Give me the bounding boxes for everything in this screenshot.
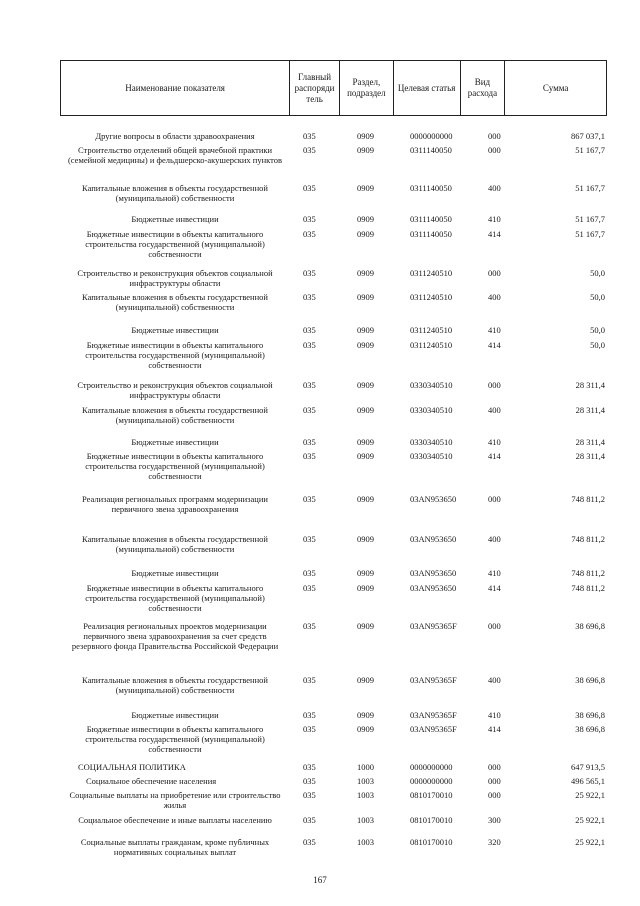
row-glavny: 035 <box>303 815 316 825</box>
row-razdel: 0909 <box>357 145 374 155</box>
row-razdel: 0909 <box>357 583 374 593</box>
row-summa: 50,0 <box>590 268 605 278</box>
row-name: СОЦИАЛЬНАЯ ПОЛИТИКА <box>78 762 186 772</box>
row-name: Бюджетные инвестиции в объекты капитального строительства государственной (муниципальной) собственности <box>85 583 265 613</box>
row-vid: 410 <box>488 710 501 720</box>
row-razdel: 1000 <box>357 762 374 772</box>
row-name: Капитальные вложения в объекты государственной (муниципальной) собственности <box>82 292 268 312</box>
row-razdel: 1003 <box>357 837 374 847</box>
row-summa: 496 565,1 <box>571 776 605 786</box>
row-celevaya: 03AN95365F <box>410 621 457 631</box>
row-vid: 400 <box>488 675 501 685</box>
row-celevaya: 03AN95365F <box>410 710 457 720</box>
row-vid: 000 <box>488 145 501 155</box>
row-summa: 38 696,8 <box>575 675 605 685</box>
row-vid: 000 <box>488 494 501 504</box>
row-razdel: 0909 <box>357 405 374 415</box>
row-summa: 28 311,4 <box>575 380 605 390</box>
row-glavny: 035 <box>303 621 316 631</box>
row-summa: 51 167,7 <box>575 229 605 239</box>
row-razdel: 1003 <box>357 815 374 825</box>
row-razdel: 0909 <box>357 229 374 239</box>
row-razdel: 0909 <box>357 340 374 350</box>
row-summa: 25 922,1 <box>575 837 605 847</box>
row-glavny: 035 <box>303 183 316 193</box>
row-vid: 414 <box>488 583 501 593</box>
row-summa: 28 311,4 <box>575 405 605 415</box>
row-summa: 50,0 <box>590 325 605 335</box>
row-razdel: 0909 <box>357 451 374 461</box>
row-name: Капитальные вложения в объекты государственной (муниципальной) собственности <box>82 405 268 425</box>
row-celevaya: 03AN95365F <box>410 724 457 734</box>
row-celevaya: 03AN95365F <box>410 675 457 685</box>
row-vid: 410 <box>488 568 501 578</box>
row-glavny: 035 <box>303 494 316 504</box>
row-summa: 25 922,1 <box>575 815 605 825</box>
row-celevaya: 0311140050 <box>410 214 452 224</box>
row-name: Бюджетные инвестиции <box>131 325 219 335</box>
row-name: Капитальные вложения в объекты государственной (муниципальной) собственности <box>82 675 268 695</box>
row-razdel: 1003 <box>357 790 374 800</box>
row-vid: 400 <box>488 534 501 544</box>
row-name: Строительство и реконструкция объектов социальной инфраструктуры области <box>77 380 273 400</box>
row-summa: 748 811,2 <box>571 568 605 578</box>
row-name: Строительство отделений общей врачебной практики (семейной медицины) и фельдшерско-акушерских пунктов <box>67 145 283 165</box>
row-celevaya: 0311240510 <box>410 268 453 278</box>
row-glavny: 035 <box>303 710 316 720</box>
header-vid: Вид расхода <box>461 61 506 115</box>
row-celevaya: 0311140050 <box>410 229 452 239</box>
row-vid: 410 <box>488 325 501 335</box>
row-glavny: 035 <box>303 534 316 544</box>
row-razdel: 0909 <box>357 437 374 447</box>
row-celevaya: 03AN953650 <box>410 494 457 504</box>
row-vid: 400 <box>488 405 501 415</box>
row-name: Бюджетные инвестиции <box>131 568 219 578</box>
row-name: Бюджетные инвестиции в объекты капитального строительства государственной (муниципальной) собственности <box>85 340 265 370</box>
row-name: Социальное обеспечение и иные выплаты населению <box>78 815 272 825</box>
row-summa: 51 167,7 <box>575 214 605 224</box>
header-celevaya: Целевая статья <box>394 61 461 115</box>
row-glavny: 035 <box>303 340 316 350</box>
row-razdel: 0909 <box>357 131 374 141</box>
row-glavny: 035 <box>303 380 316 390</box>
row-razdel: 0909 <box>357 724 374 734</box>
row-celevaya: 03AN953650 <box>410 583 457 593</box>
row-glavny: 035 <box>303 229 316 239</box>
header-glavny: Главный распоряди тель <box>290 61 340 115</box>
row-vid: 414 <box>488 340 501 350</box>
row-glavny: 035 <box>303 145 316 155</box>
row-summa: 50,0 <box>590 340 605 350</box>
row-vid: 414 <box>488 724 501 734</box>
row-vid: 000 <box>488 268 501 278</box>
row-vid: 410 <box>488 214 501 224</box>
row-vid: 400 <box>488 292 501 302</box>
row-vid: 000 <box>488 776 501 786</box>
row-glavny: 035 <box>303 131 316 141</box>
row-celevaya: 0330340510 <box>410 405 453 415</box>
row-summa: 51 167,7 <box>575 183 605 193</box>
row-name: Бюджетные инвестиции в объекты капитального строительства государственной (муниципальной) собственности <box>85 724 265 754</box>
row-glavny: 035 <box>303 675 316 685</box>
row-razdel: 0909 <box>357 380 374 390</box>
row-summa: 38 696,8 <box>575 724 605 734</box>
row-razdel: 0909 <box>357 292 374 302</box>
row-celevaya: 0330340510 <box>410 451 453 461</box>
row-vid: 000 <box>488 790 501 800</box>
row-glavny: 035 <box>303 405 316 415</box>
row-summa: 50,0 <box>590 292 605 302</box>
row-vid: 000 <box>488 131 501 141</box>
row-vid: 000 <box>488 621 501 631</box>
row-name: Бюджетные инвестиции <box>131 214 219 224</box>
row-celevaya: 0330340510 <box>410 380 453 390</box>
row-celevaya: 03AN953650 <box>410 568 457 578</box>
row-summa: 748 811,2 <box>571 534 605 544</box>
header-razdel: Раздел, подраздел <box>340 61 394 115</box>
row-razdel: 0909 <box>357 568 374 578</box>
row-celevaya: 0311240510 <box>410 340 453 350</box>
row-summa: 28 311,4 <box>575 437 605 447</box>
row-summa: 867 037,1 <box>571 131 605 141</box>
row-name: Бюджетные инвестиции в объекты капитального строительства государственной (муниципальной) собственности <box>85 229 265 259</box>
table-header <box>60 60 607 116</box>
row-summa: 748 811,2 <box>571 494 605 504</box>
row-celevaya: 03AN953650 <box>410 534 457 544</box>
row-name: Социальное обеспечение населения <box>86 776 217 786</box>
header-summa: Сумма <box>542 82 569 93</box>
row-glavny: 035 <box>303 214 316 224</box>
row-razdel: 0909 <box>357 183 374 193</box>
row-celevaya: 0311140050 <box>410 145 452 155</box>
row-celevaya: 0311240510 <box>410 325 453 335</box>
row-razdel: 0909 <box>357 214 374 224</box>
header-name: Наименование показателя <box>61 61 290 115</box>
row-glavny: 035 <box>303 568 316 578</box>
row-name: Бюджетные инвестиции <box>131 710 219 720</box>
row-celevaya: 0311240510 <box>410 292 453 302</box>
row-vid: 300 <box>488 815 501 825</box>
row-celevaya: 0311140050 <box>410 183 452 193</box>
row-glavny: 035 <box>303 762 316 772</box>
row-celevaya: 0000000000 <box>410 131 453 141</box>
row-celevaya: 0330340510 <box>410 437 453 447</box>
row-glavny: 035 <box>303 325 316 335</box>
row-name: Реализация региональных программ модернизации первичного звена здравоохранения <box>82 494 268 514</box>
row-summa: 28 311,4 <box>575 451 605 461</box>
row-glavny: 035 <box>303 451 316 461</box>
row-name: Строительство и реконструкция объектов социальной инфраструктуры области <box>77 268 273 288</box>
row-vid: 400 <box>488 183 501 193</box>
row-celevaya: 0000000000 <box>410 776 453 786</box>
row-name: Капитальные вложения в объекты государственной (муниципальной) собственности <box>82 534 268 554</box>
row-celevaya: 0000000000 <box>410 762 453 772</box>
row-summa: 25 922,1 <box>575 790 605 800</box>
row-name: Бюджетные инвестиции <box>131 437 219 447</box>
row-name: Капитальные вложения в объекты государственной (муниципальной) собственности <box>82 183 268 203</box>
row-vid: 000 <box>488 380 501 390</box>
row-name: Другие вопросы в области здравоохранения <box>95 131 255 141</box>
row-glavny: 035 <box>303 268 316 278</box>
row-summa: 38 696,8 <box>575 710 605 720</box>
row-razdel: 1003 <box>357 776 374 786</box>
row-summa: 748 811,2 <box>571 583 605 593</box>
row-vid: 320 <box>488 837 501 847</box>
row-razdel: 0909 <box>357 675 374 685</box>
row-glavny: 035 <box>303 837 316 847</box>
row-glavny: 035 <box>303 292 316 302</box>
row-glavny: 035 <box>303 790 316 800</box>
row-glavny: 035 <box>303 583 316 593</box>
row-summa: 647 913,5 <box>571 762 605 772</box>
row-summa: 51 167,7 <box>575 145 605 155</box>
row-razdel: 0909 <box>357 325 374 335</box>
row-celevaya: 0810170010 <box>410 837 453 847</box>
row-summa: 38 696,8 <box>575 621 605 631</box>
row-razdel: 0909 <box>357 621 374 631</box>
row-name: Бюджетные инвестиции в объекты капитального строительства государственной (муниципальной) собственности <box>85 451 265 481</box>
row-razdel: 0909 <box>357 268 374 278</box>
row-razdel: 0909 <box>357 534 374 544</box>
row-celevaya: 0810170010 <box>410 815 453 825</box>
row-razdel: 0909 <box>357 494 374 504</box>
row-vid: 414 <box>488 451 501 461</box>
row-glavny: 035 <box>303 437 316 447</box>
row-celevaya: 0810170010 <box>410 790 453 800</box>
row-vid: 000 <box>488 762 501 772</box>
row-vid: 414 <box>488 229 501 239</box>
row-razdel: 0909 <box>357 710 374 720</box>
row-name: Социальные выплаты на приобретение или строительство жилья <box>69 790 281 810</box>
row-glavny: 035 <box>303 776 316 786</box>
row-name: Реализация региональных проектов модернизации первичного звена здравоохранения за счет средств резервного фонда Правительства Российской Федерации <box>71 621 279 651</box>
row-vid: 410 <box>488 437 501 447</box>
row-name: Социальные выплаты гражданам, кроме публичных нормативных социальных выплат <box>80 837 270 857</box>
page-number: 167 <box>313 875 327 885</box>
row-glavny: 035 <box>303 724 316 734</box>
